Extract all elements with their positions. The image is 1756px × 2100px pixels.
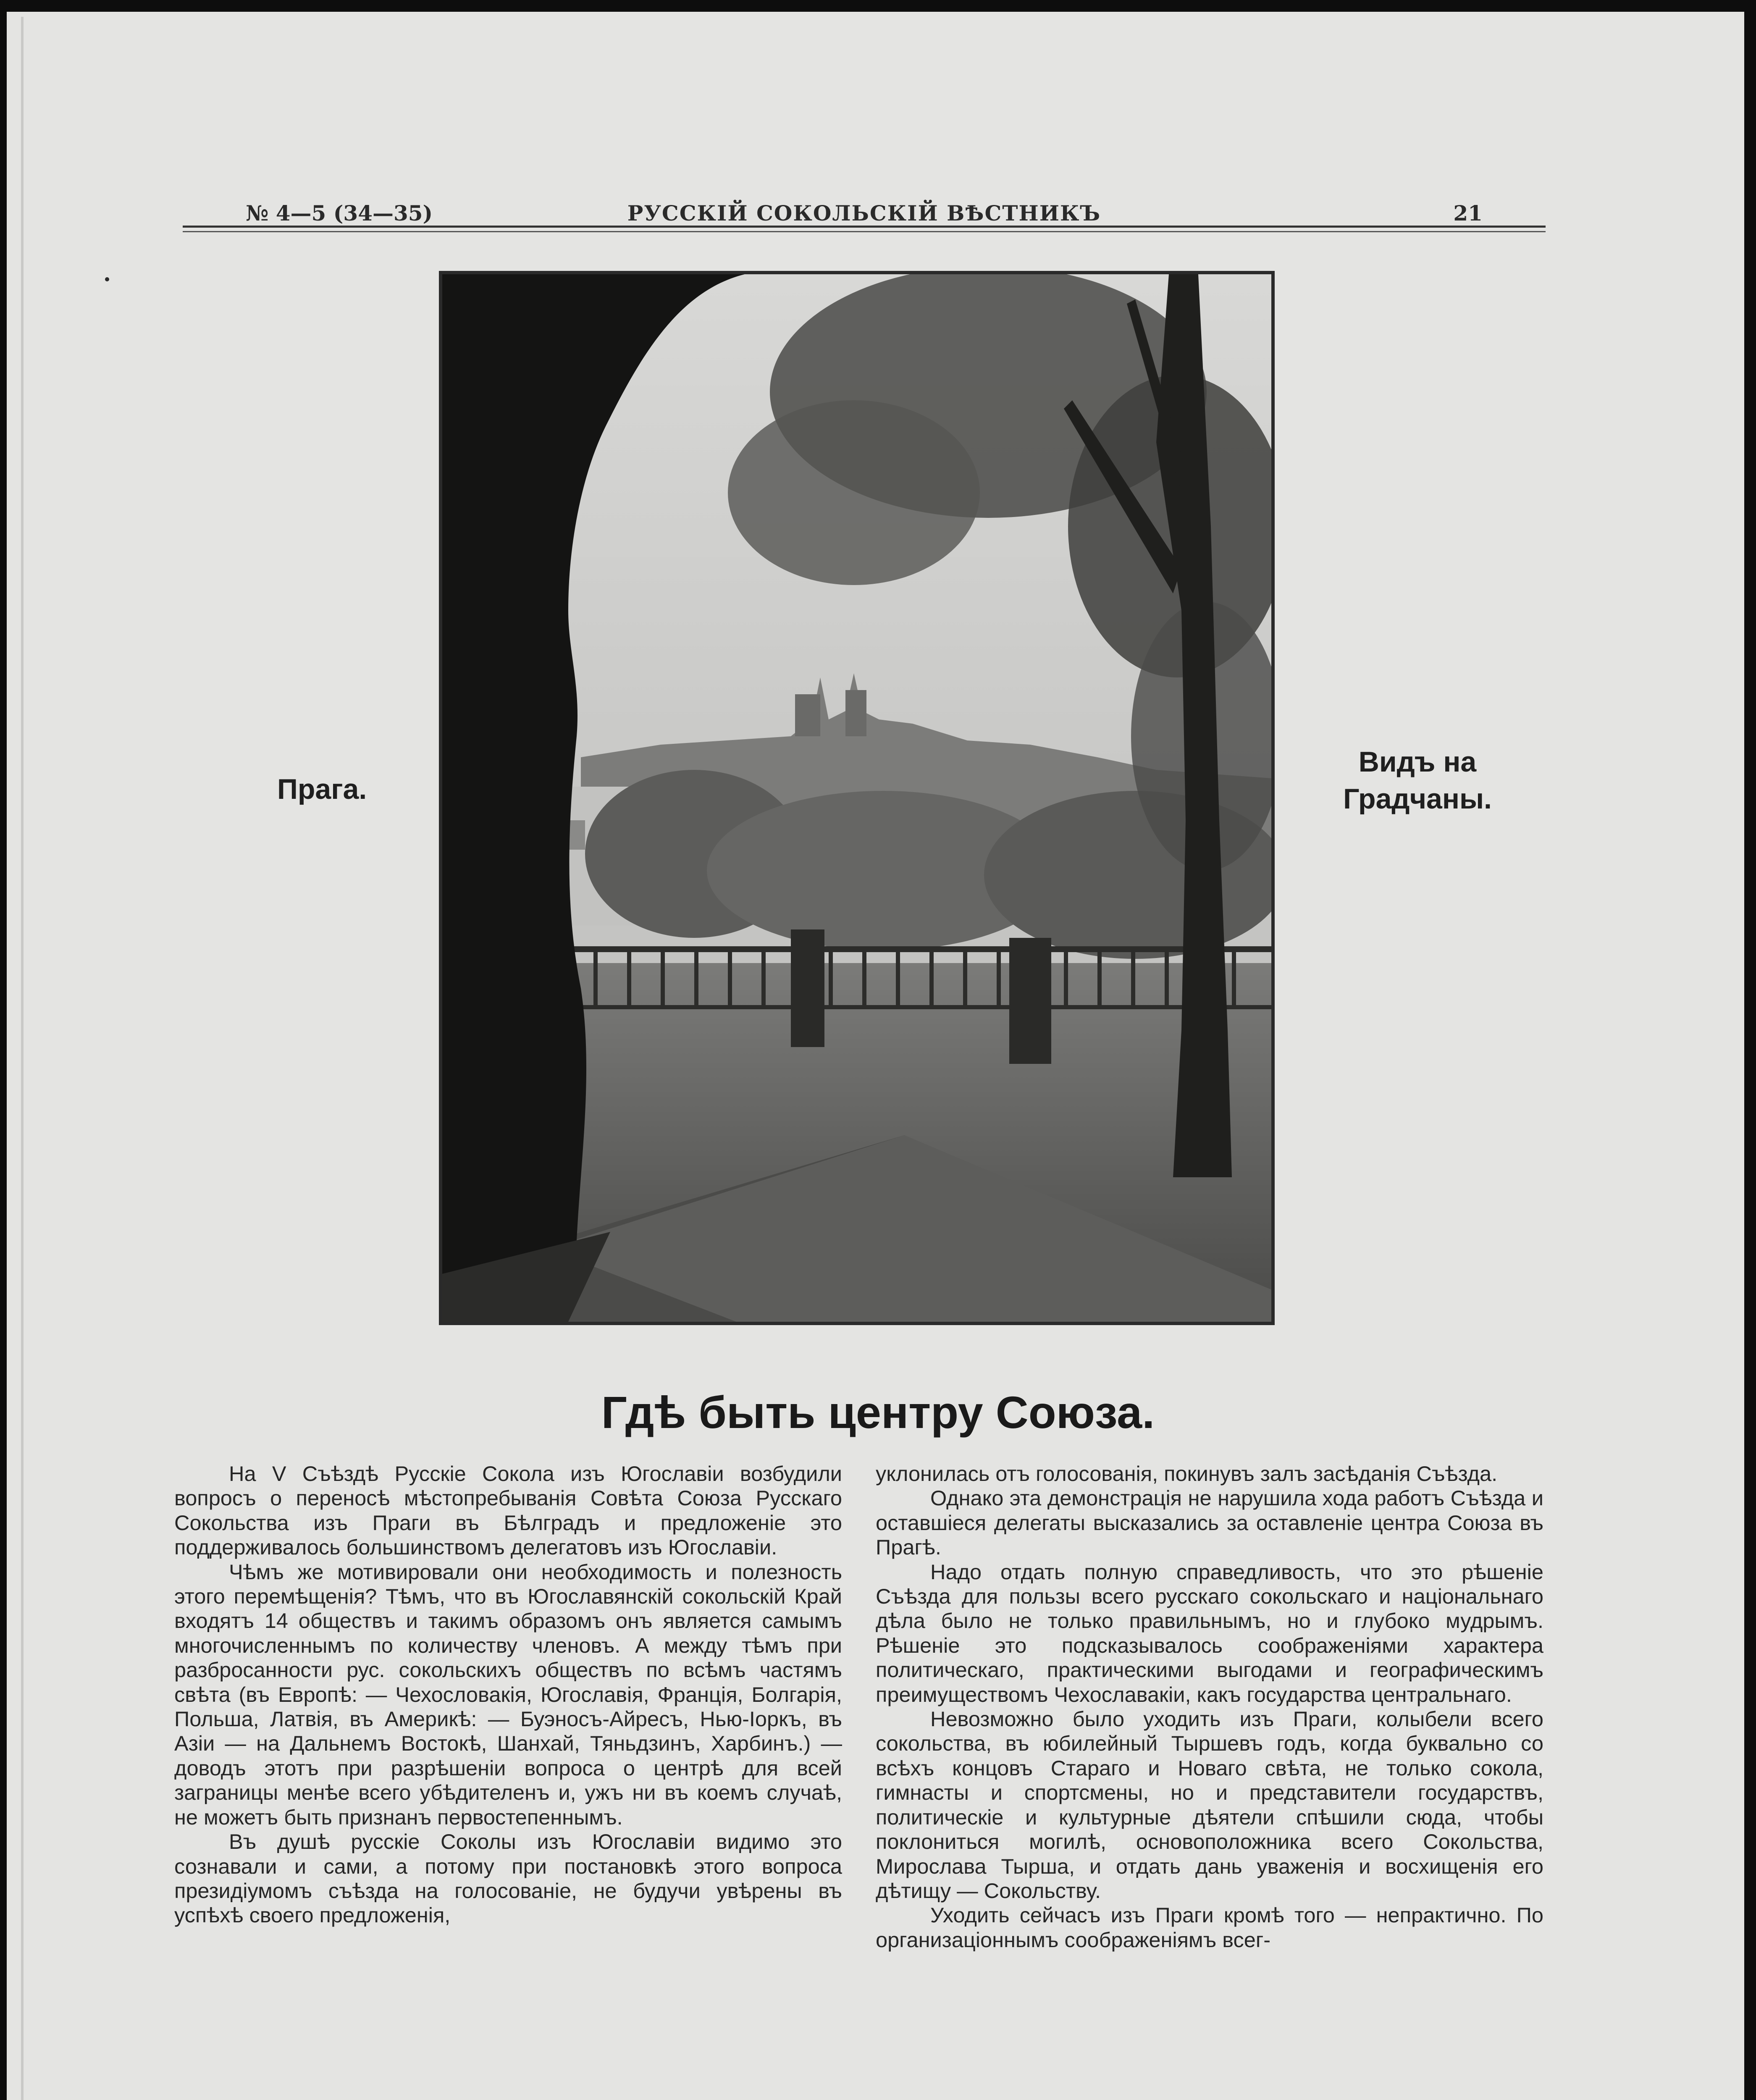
journal-title: РУССКІЙ СОКОЛЬСКІЙ ВѢСТНИКЪ [627, 201, 1101, 226]
prague-photo [439, 271, 1275, 1325]
header-rule [183, 226, 1546, 228]
paragraph: Однако эта демонстрація не нарушила хода работъ Съѣзда и оставшіеся делегаты высказались за оставленіе центра Союза въ Прагѣ. [876, 1486, 1543, 1559]
paragraph: Невозможно было уходить изъ Праги, колыбели всего сокольства, въ юбилейный Тыршевъ годъ, когда буквально со всѣхъ концовъ Стараго и Новаго свѣта, не только сокола, гимнасты и спортсмены, но и представители государствъ, политическіе и культурные дѣятели спѣшили сюда, чтобы поклониться могилѣ, основоположника всего Сокольства, Мирослава Тырша, и отдать дань уваженія и восхищенія его дѣтищу — Сокольству. [876, 1707, 1543, 1903]
article-title: Гдѣ быть центру Союза. [601, 1387, 1155, 1438]
photo-caption-right [1323, 743, 1512, 817]
page-number: 21 [1453, 201, 1483, 226]
paragraph: На V Съѣздѣ Русскіе Сокола изъ Югославіи возбудили вопросъ о переносѣ мѣстопребыванія Совѣта Союза Русскаго Сокольства изъ Праги въ Бѣлградъ и предложеніе это поддерживалось большинствомъ делегатовъ изъ Югославіи. [174, 1462, 842, 1559]
paragraph: Надо отдать полную справедливость, что это рѣшеніе Съѣзда для пользы всего русскаго сокольскаго и національнаго дѣла было не только правильнымъ, но и глубоко мудрымъ. Рѣшеніе это подсказывалось соображеніями характера политическаго, практическими выгодами и географическимъ преимуществомъ Чехославакіи, какъ государства центральнаго. [876, 1559, 1543, 1706]
photo-caption-right-line2: Градчаны. [1343, 783, 1492, 815]
scan-speck [105, 277, 109, 281]
photo-illustration [442, 274, 1271, 1322]
scan-border-left [0, 0, 7, 2100]
photo-caption-left: Прага. [277, 773, 367, 805]
issue-number: № 4—5 (34—35) [246, 201, 433, 226]
paragraph-continuation: уклонилась отъ голосованія, покинувъ залъ засѣданія Съѣзда. [876, 1462, 1498, 1486]
scan-border-top [0, 0, 1756, 12]
photo-caption-right-line1: Видъ на [1358, 746, 1477, 778]
paragraph: Чѣмъ же мотивировали они необходимость и полезность этого перемѣщенія? Тѣмъ, что въ Югославянскій сокольскій Край входятъ 14 обществъ и такимъ образомъ онъ является самымъ многочисленнымъ по количеству членовъ. А между тѣмъ при разбросанности рус. сокольскихъ обществъ по всѣмъ частямъ свѣта (въ Европѣ: — Чехословакія, Югославія, Франція, Болгарія, Польша, Латвія, въ Америкѣ: — Буэносъ-Айресъ, Нью-Іоркъ, въ Азіи — на Дальнемъ Востокѣ, Шанхай, Тяньдзинъ, Харбинъ.) — доводъ этотъ при разрѣшеніи вопроса о центрѣ для всей заграницы менѣе всего убѣдителенъ и, ужъ ни въ коемъ случаѣ, не можетъ быть признанъ первостепеннымъ. [174, 1559, 842, 1829]
scan-border-right [1744, 0, 1756, 2100]
header-rule-thin [183, 231, 1546, 232]
paragraph: Въ душѣ русскіе Соколы изъ Югославіи видимо это сознавали и сами, а потому при постановкѣ этого вопроса президіумомъ съѣзда на голосованіе, не будучи увѣрены въ успѣхѣ своего предложенія, [174, 1830, 842, 1927]
article-column-right [876, 1462, 1543, 1952]
running-header [183, 197, 1546, 230]
paragraph: Уходить сейчасъ изъ Праги кромѣ того — непрактично. По организаціоннымъ соображеніямъ всег- [876, 1903, 1543, 1952]
binding-edge [21, 17, 24, 2100]
article-column-left [174, 1462, 842, 1928]
